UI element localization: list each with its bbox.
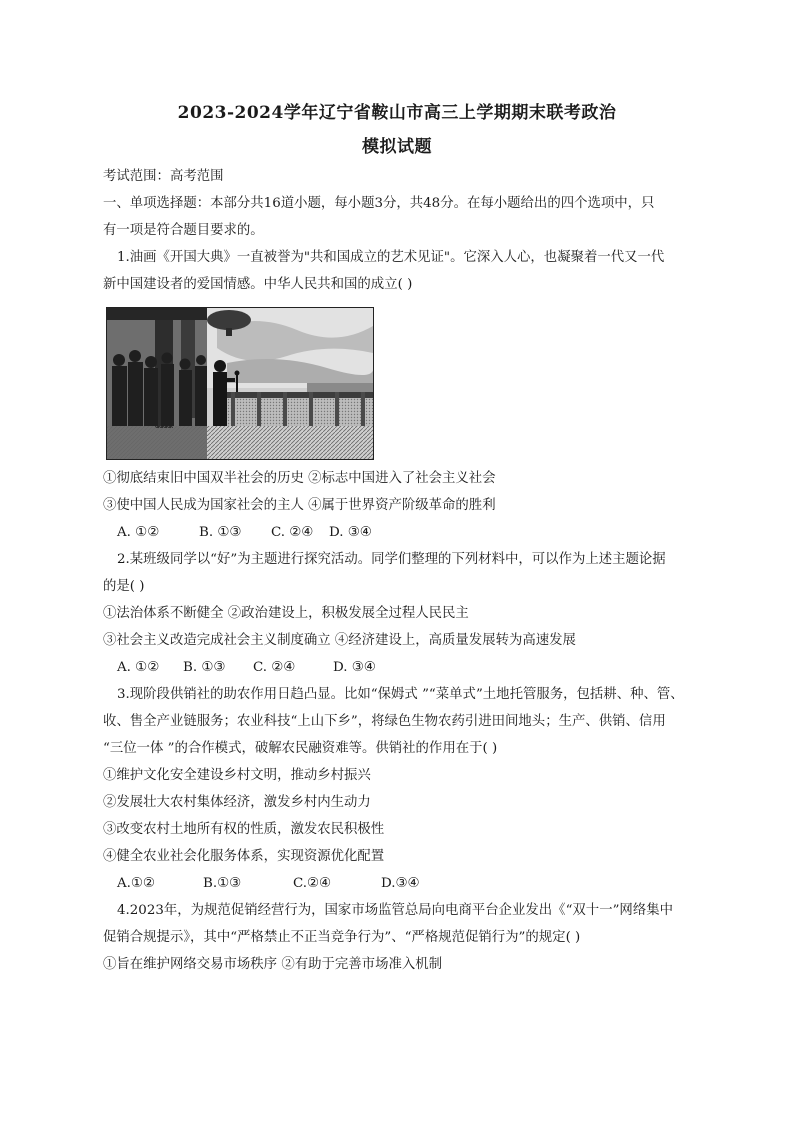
q2-option-a: A. ①② xyxy=(117,660,160,675)
q2-stem-line1: 2.某班级同学以“好”为主题进行探究活动。同学们整理的下列材料中，可以作为上述主题论据 xyxy=(117,552,666,567)
q1-option-b: B. ①③ xyxy=(199,525,242,540)
q1-option-c: C. ②④ xyxy=(271,525,314,540)
q3-option-d: D.③④ xyxy=(381,876,420,891)
q1-option-d: D. ③④ xyxy=(329,525,372,540)
q4-stem-line2: 促销合规提示》，其中“严格禁止不正当竞争行为”、“严格规范促销行为”的规定( ) xyxy=(103,930,581,945)
q3-statement-1: ①维护文化安全建设乡村文明，推动乡村振兴 xyxy=(103,768,371,783)
q3-stem-line3: “三位一体 ”的合作模式，破解农民融资难等。供销社的作用在于( ) xyxy=(103,741,498,756)
q1-options xyxy=(117,524,372,542)
exam-scope: 考试范围：高考范围 xyxy=(103,169,224,184)
q1-stem-line1: 1.油画《开国大典》一直被誉为"共和国成立的艺术见证"。它深入人心，也凝聚着一代又一代 xyxy=(117,250,665,265)
q1-option-a: A. ①② xyxy=(117,525,160,540)
q2-option-c: C. ②④ xyxy=(253,660,296,675)
q3-option-c: C.②④ xyxy=(293,876,332,891)
q4-statements-1-2: ①旨在维护网络交易市场秩序 ②有助于完善市场准入机制 xyxy=(103,957,443,972)
q3-statement-4: ④健全农业社会化服务体系，实现资源优化配置 xyxy=(103,849,385,864)
q2-option-d: D. ③④ xyxy=(333,660,376,675)
q3-options xyxy=(117,875,420,893)
q3-option-a: A.①② xyxy=(117,876,155,891)
q3-statement-3: ③改变农村土地所有权的性质，激发农民积极性 xyxy=(103,822,385,837)
q2-option-b: B. ①③ xyxy=(183,660,226,675)
section-instructions-line1: 一、单项选择题：本部分共16道小题，每小题3分，共48分。在每小题给出的四个选项中，只 xyxy=(103,196,655,211)
q3-option-b: B.①③ xyxy=(203,876,242,891)
q2-stem-line2: 的是( ) xyxy=(103,579,145,594)
q3-stem-line1: 3.现阶段供销社的助农作用日趋凸显。比如“保姆式 ”“菜单式”土地托管服务，包括耕、种、管、 xyxy=(117,687,684,702)
q2-options xyxy=(117,659,376,677)
q3-statement-2: ②发展壮大农村集体经济，激发乡村内生动力 xyxy=(103,795,371,810)
q4-stem-line1: 4.2023年，为规范促销经营行为，国家市场监管总局向电商平台企业发出《“双十一”网络集中 xyxy=(117,903,673,918)
founding-ceremony-painting xyxy=(106,307,374,460)
q3-stem-line2: 收、售全产业链服务；农业科技“上山下乡”，将绿色生物农药引进田间地头；生产、供销、信用 xyxy=(103,714,666,729)
q2-statements-1-2: ①法治体系不断健全 ②政治建设上，积极发展全过程人民民主 xyxy=(103,606,469,621)
q1-statements-1-2: ①彻底结束旧中国双半社会的历史 ②标志中国进入了社会主义社会 xyxy=(103,471,496,486)
q1-stem-line2: 新中国建设者的爱国情感。中华人民共和国的成立( ) xyxy=(103,277,413,292)
exam-subtitle: 模拟试题 xyxy=(362,137,432,157)
q1-statements-3-4: ③使中国人民成为国家社会的主人 ④属于世界资产阶级革命的胜利 xyxy=(103,498,496,513)
q2-statements-3-4: ③社会主义改造完成社会主义制度确立 ④经济建设上，高质量发展转为高速发展 xyxy=(103,633,576,648)
section-instructions-line2: 有一项是符合题目要求的。 xyxy=(103,223,264,238)
exam-title: 2023-2024学年辽宁省鞍山市高三上学期期末联考政治 xyxy=(177,103,617,123)
